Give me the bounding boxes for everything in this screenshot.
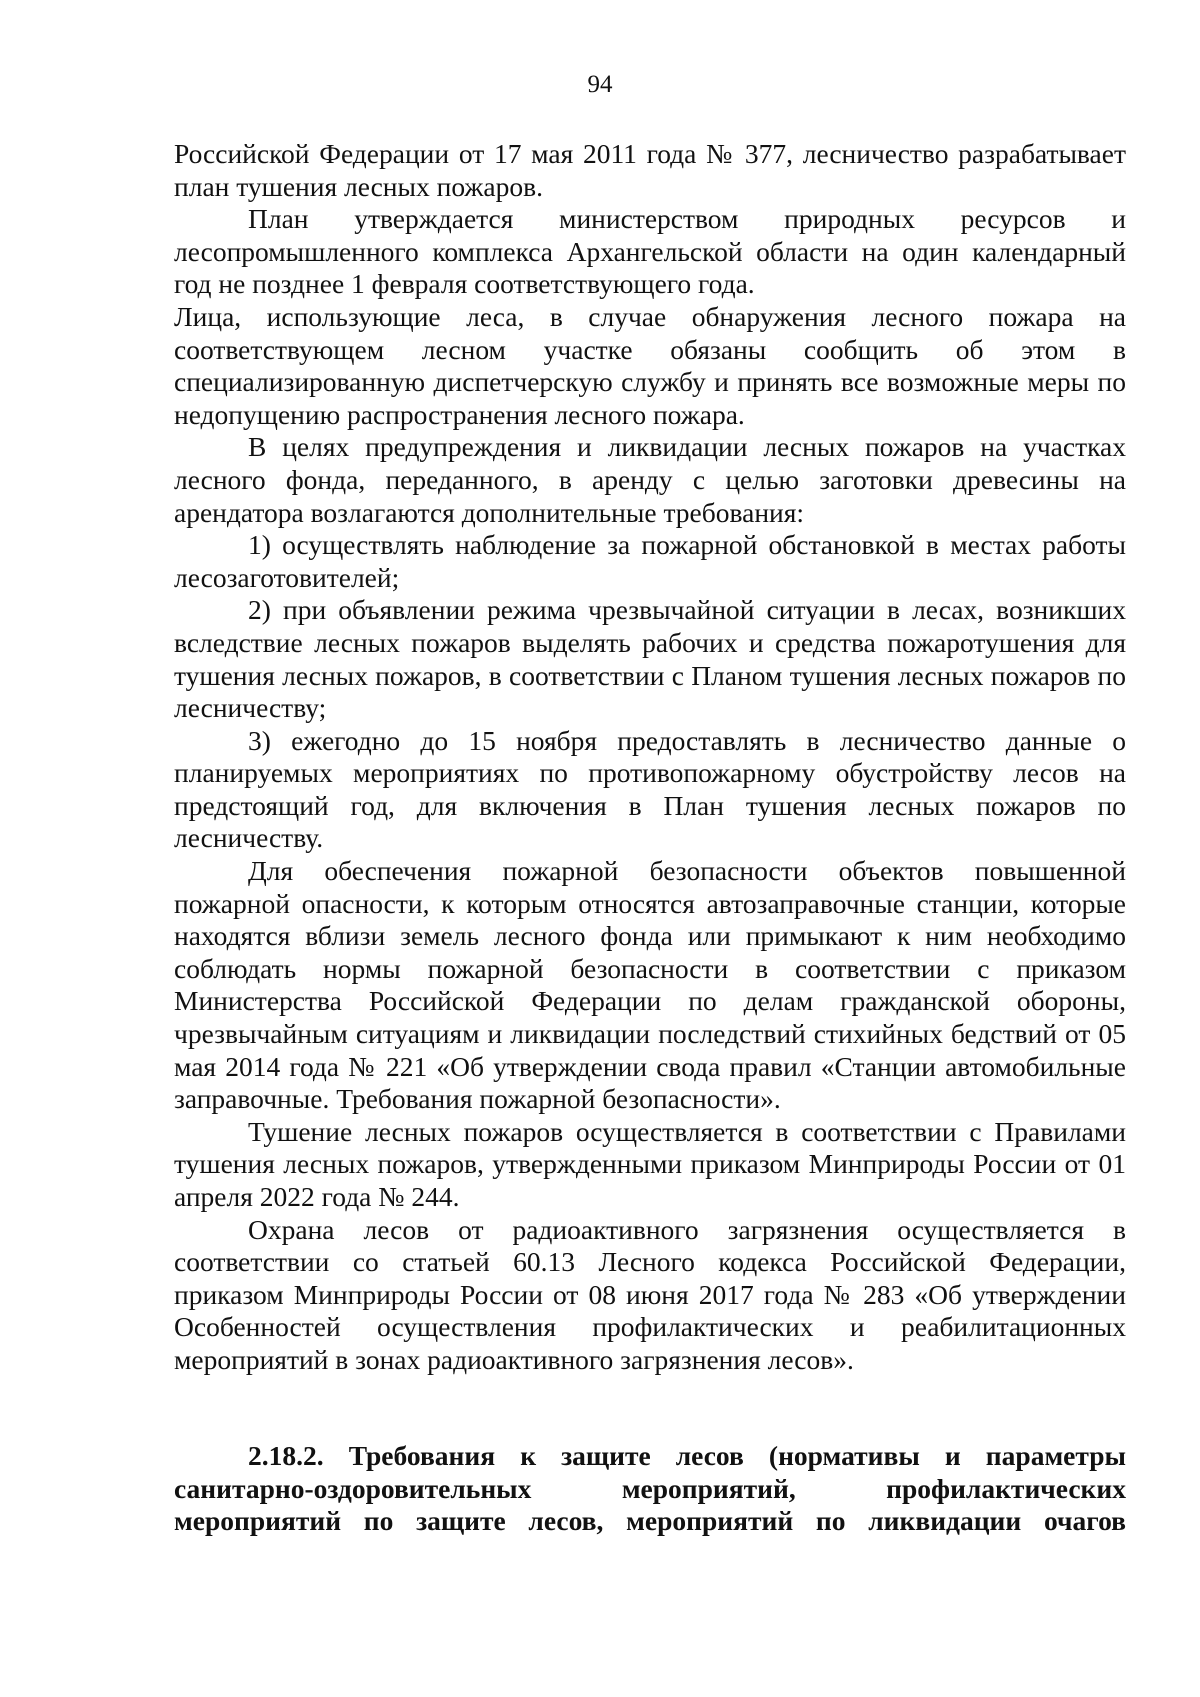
paragraph-plan-approval: План утверждается министерством природных ресурсов и лесопромышленного комплекса Архангельской области на один календарный год не позднее 1 февраля соответствующего года. [174,203,1126,300]
paragraph-continuation: Российской Федерации от 17 мая 2011 года № 377, лесничество разрабатывает план тушения лесных пожаров. [174,138,1126,202]
paragraph-forest-users: Лица, использующие леса, в случае обнаружения лесного пожара на соответствующем лесном участке обязаны сообщить об этом в специализированную диспетчерскую службу и принять все возможные меры по недопущению распространения лесного пожара. [174,300,1126,430]
paragraph-fire-safety-stations: Для обеспечения пожарной безопасности объектов повышенной пожарной опасности, к которым относятся автозаправочные станции, которые находятся вблизи земель лесного фонда или примыкают к ним необходимо соблюдать нормы пожарной безопасности в соответствии с приказом Министерства Российской Федерации по делам гражданской обороны, чрезвычайным ситуациям и ликвидации последствий стихийных бедствий от 05 мая 2014 года № 221 «Об утверждении свода правил «Станции автомобильные заправочные. Требования пожарной безопасности». [174,855,1126,1115]
document-body [174,138,1126,1377]
list-item-3: 3) ежегодно до 15 ноября предоставлять в лесничество данные о планируемых мероприятиях по противопожарному обустройству лесов на предстоящий год, для включения в План тушения лесных пожаров по лесничеству. [174,724,1126,854]
section-heading: 2.18.2. Требования к защите лесов (нормативы и параметры санитарно-оздоровительных мероприятий, профилактических мероприятий по защите лесов, мероприятий по ликвидации очагов [174,1440,1126,1537]
paragraph-tenant-requirements: В целях предупреждения и ликвидации лесных пожаров на участках лесного фонда, переданного, в аренду с целью заготовки древесины на арендатора возлагаются дополнительные требования: [174,431,1126,528]
list-item-2: 2) при объявлении режима чрезвычайной ситуации в лесах, возникших вследствие лесных пожаров выделять рабочих и средства пожаротушения для тушения лесных пожаров, в соответствии с Планом тушения лесных пожаров по лесничеству; [174,594,1126,724]
page-number: 94 [587,71,613,98]
paragraph-fire-extinguishing-rules: Тушение лесных пожаров осуществляется в соответствии с Правилами тушения лесных пожаров, утвержденными приказом Минприроды России от 01 апреля 2022 года № 244. [174,1115,1126,1212]
paragraph-radioactive-protection: Охрана лесов от радиоактивного загрязнения осуществляется в соответствии со статьей 60.13 Лесного кодекса Российской Федерации, приказом Минприроды России от 08 июня 2017 года № 283 «Об утверждении Особенностей осуществления профилактических и реабилитационных мероприятий в зонах радиоактивного загрязнения лесов». [174,1213,1126,1375]
list-item-1: 1) осуществлять наблюдение за пожарной обстановкой в местах работы лесозаготовителей; [174,529,1126,593]
